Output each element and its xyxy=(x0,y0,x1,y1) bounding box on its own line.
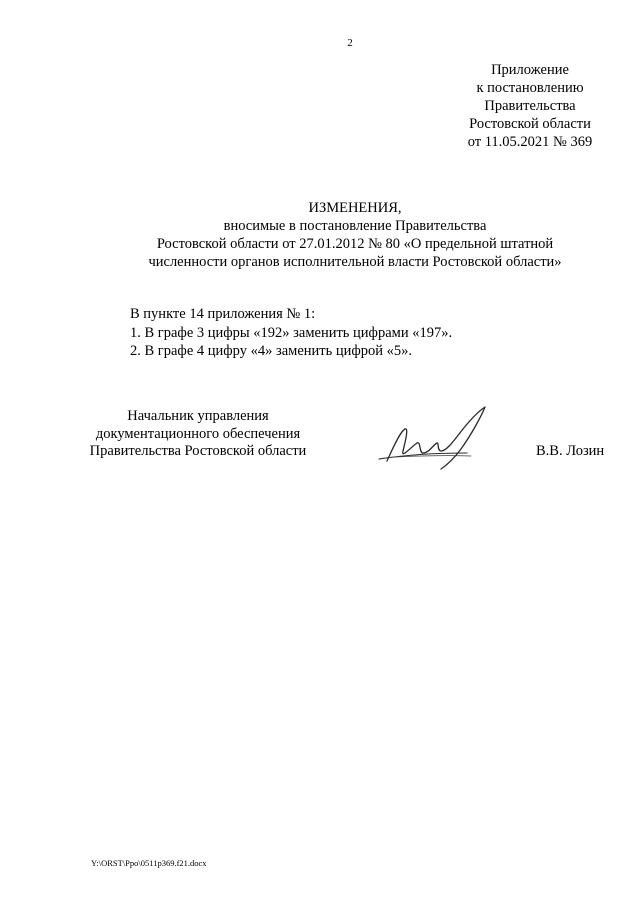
signer-position xyxy=(78,408,318,461)
appendix-line: Приложение xyxy=(491,62,569,78)
appendix-line: от 11.05.2021 № 369 xyxy=(467,134,593,150)
signer-position-line: Начальник управления xyxy=(127,408,269,424)
appendix-reference xyxy=(430,61,630,151)
heading-line: Ростовской области от 27.01.2012 № 80 «О предельной штатной xyxy=(156,236,554,252)
document-body xyxy=(130,305,452,361)
document-heading xyxy=(60,199,640,271)
signer-position-line: документационного обеспечения xyxy=(95,425,301,442)
change-item: 1. В графе 3 цифры «192» заменить цифрами «197». xyxy=(130,324,453,341)
page-number: 2 xyxy=(347,37,353,49)
document-title: ИЗМЕНЕНИЯ, xyxy=(308,200,402,216)
file-path: Y:\ORST\Ppo\0511p369.f21.docx xyxy=(91,858,207,868)
appendix-line: Ростовской области xyxy=(469,116,591,132)
signer-position-line: Правительства Ростовской области xyxy=(89,443,307,459)
heading-line: вносимые в постановление Правительства xyxy=(223,218,487,234)
appendix-line: к постановлению xyxy=(476,80,584,96)
body-intro: В пункте 14 приложения № 1: xyxy=(130,306,316,322)
heading-line: численности органов исполнительной власти Ростовской области» xyxy=(148,254,562,270)
signer-name: В.В. Лозин xyxy=(536,443,605,459)
change-item: 2. В графе 4 цифру «4» заменить цифрой «5». xyxy=(130,343,413,359)
handwritten-signature xyxy=(375,403,495,475)
appendix-line: Правительства xyxy=(484,98,576,114)
